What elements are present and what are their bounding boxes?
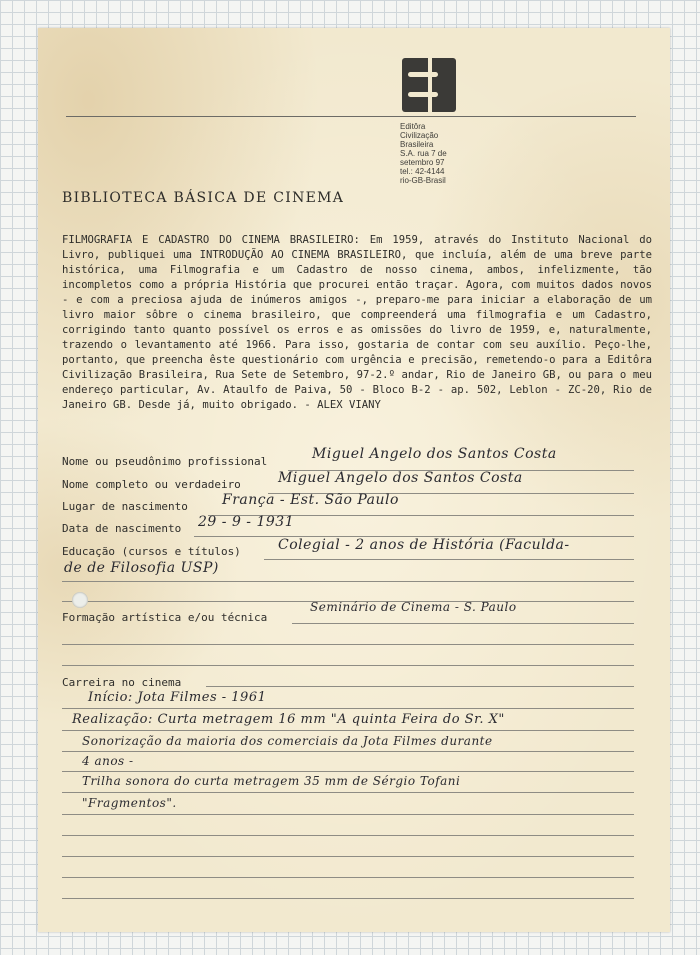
career-line-text[interactable]: Trilha sonora do curta metragem 35 mm de Sérgio Tofani <box>82 774 461 788</box>
professional-name-value[interactable]: Miguel Angelo dos Santos Costa <box>312 446 557 462</box>
header-rule <box>66 116 636 117</box>
publisher-logo <box>402 58 456 112</box>
publisher-line: tel.: 42-4144 <box>400 167 445 176</box>
career-label: Carreira no cinema <box>62 676 182 689</box>
career-line-text[interactable]: "Fragmentos". <box>82 796 177 810</box>
education-line-1 <box>264 559 634 560</box>
training-line-3 <box>62 665 634 666</box>
intro-paragraph: FILMOGRAFIA E CADASTRO DO CINEMA BRASILEIRO: Em 1959, através do Instituto Nacional do Livro, publiquei uma INTRODUÇÃO AO CINEMA BRASILEIRO, que incluía, além de uma breve parte histórica, uma Filmografia e um Cadastro de nosso cinema, ambos, infelizmente, tão incompletos como a própria História que procurei então traçar. Agora, com muitos dados novos - e com a preciosa ajuda de inúmeros amigos -, preparo-me para iniciar a elaboração de um livro maior sôbre o cinema brasileiro, que compreenderá uma filmografia e um Cadastro, corrigindo tanto quanto possível os erros e as omissões do livro de 1959, e, naturalmente, trazendo o levantamento até 1966. Para isso, gostaria de contar com seu auxílio. Peço-lhe, portanto, que preencha êste questionário com urgência e precisão, remetendo-o para a Editôra Civilização Brasileira, Rua Sete de Setembro, 97-2.º andar, Rio de Janeiro GB, ou para o meu endereço particular, Av. Ataulfo de Paiva, 50 - Bloco B-2 - ap. 502, Leblon - ZC-20, Rio de Janeiro GB. Desde já, muito obrigado. - ALEX VIANY <box>62 234 652 411</box>
punch-hole <box>72 592 88 608</box>
career-line-1 <box>62 708 634 709</box>
training-label: Formação artística e/ou técnica <box>62 611 268 624</box>
birthplace-value[interactable]: França - Est. São Paulo <box>222 492 399 508</box>
birthdate-label: Data de nascimento <box>62 522 182 535</box>
publisher-line: S.A. rua 7 de <box>400 149 447 158</box>
training-line-2 <box>62 644 634 645</box>
publisher-line: Brasileira <box>400 140 434 149</box>
career-line-4 <box>62 771 634 772</box>
publisher-address <box>400 122 480 185</box>
publisher-line: Civilização <box>400 131 439 140</box>
career-line-6 <box>62 814 634 815</box>
training-value[interactable]: Seminário de Cinema - S. Paulo <box>310 600 517 614</box>
career-line-7 <box>62 835 634 836</box>
career-line-3 <box>62 751 634 752</box>
career-line-9 <box>62 877 634 878</box>
full-name-label: Nome completo ou verdadeiro <box>62 478 241 491</box>
questionnaire-sheet <box>38 28 670 932</box>
career-line-5 <box>62 792 634 793</box>
publisher-line: setembro 97 <box>400 158 445 167</box>
publisher-line: Editôra <box>400 122 426 131</box>
career-line-text[interactable]: 4 anos - <box>82 754 134 768</box>
birthplace-label: Lugar de nascimento <box>62 500 188 513</box>
education-value-line1[interactable]: Colegial - 2 anos de História (Faculda- <box>278 537 570 553</box>
career-line-10 <box>62 898 634 899</box>
education-value-line2[interactable]: de de Filosofia USP) <box>64 560 219 576</box>
career-line-2 <box>62 730 634 731</box>
career-line-text[interactable]: Realização: Curta metragem 16 mm "A quinta Feira do Sr. X" <box>72 712 505 727</box>
training-line-1 <box>292 623 634 624</box>
professional-name-label: Nome ou pseudônimo profissional <box>62 455 268 468</box>
education-line-2 <box>62 581 634 582</box>
full-name-value[interactable]: Miguel Angelo dos Santos Costa <box>278 470 523 486</box>
page-title: BIBLIOTECA BÁSICA DE CINEMA <box>62 190 345 206</box>
publisher-line: rio-GB-Brasil <box>400 176 446 185</box>
career-line-0 <box>206 686 634 687</box>
birthdate-value[interactable]: 29 - 9 - 1931 <box>198 514 295 530</box>
career-line-8 <box>62 856 634 857</box>
education-label: Educação (cursos e títulos) <box>62 545 241 558</box>
career-line-text[interactable]: Sonorização da maioria dos comerciais da Jota Filmes durante <box>82 734 493 748</box>
career-line-text[interactable]: Início: Jota Filmes - 1961 <box>88 690 267 705</box>
